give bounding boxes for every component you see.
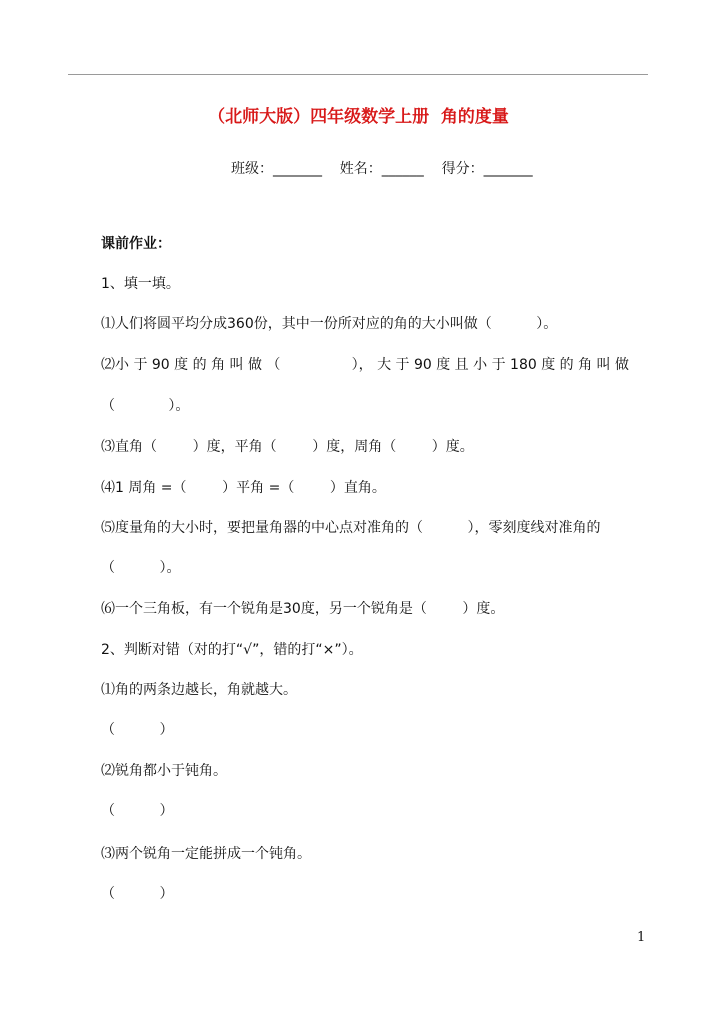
question-2-answer-blank-1: （ ） [101, 722, 174, 738]
question-2-answer-blank-2: （ ） [101, 803, 174, 819]
question-1-item-2: ⑵小 于 90 度 的 角 叫 做 （ ）， 大 于 90 度 且 小 于 180 度 的 角 叫 做 [101, 357, 630, 373]
section-heading: 课前作业： [101, 236, 171, 252]
question-2-statement-3: ⑶两个锐角一定能拼成一个钝角。 [101, 846, 311, 862]
question-1-item-3: ⑶直角（ ）度，平角（ ）度，周角（ ）度。 [101, 439, 474, 455]
header-rule [68, 74, 648, 75]
document-title: （北师大版）四年级数学上册 角的度量 [208, 107, 509, 127]
question-1-item-5: ⑸度量角的大小时，要把量角器的中心点对准角的（ ），零刻度线对准角的 [101, 520, 601, 536]
question-1-title: 1、填一填。 [101, 276, 180, 292]
question-1-item-4: ⑷1 周角 =（ ）平角 =（ ）直角。 [101, 480, 386, 496]
question-2-answer-blank-3: （ ） [101, 886, 174, 902]
page-number: 1 [637, 930, 646, 945]
question-1-item-6: ⑹一个三角板，有一个锐角是30度，另一个锐角是（ ）度。 [101, 601, 505, 617]
question-2-title: 2、判断对错（对的打“√”，错的打“×”）。 [101, 642, 363, 658]
question-1-item-2-cont: （ ）。 [101, 398, 190, 414]
question-1-item-1: ⑴人们将圆平均分成360份，其中一份所对应的角的大小叫做（ ）。 [101, 316, 558, 332]
question-1-item-5-cont: （ ）。 [101, 560, 181, 576]
question-2-statement-1: ⑴角的两条边越长，角就越大。 [101, 682, 297, 698]
question-2-statement-2: ⑵锐角都小于钝角。 [101, 763, 227, 779]
student-info-line: 班级：_______ 姓名：______ 得分：_______ [231, 161, 533, 177]
